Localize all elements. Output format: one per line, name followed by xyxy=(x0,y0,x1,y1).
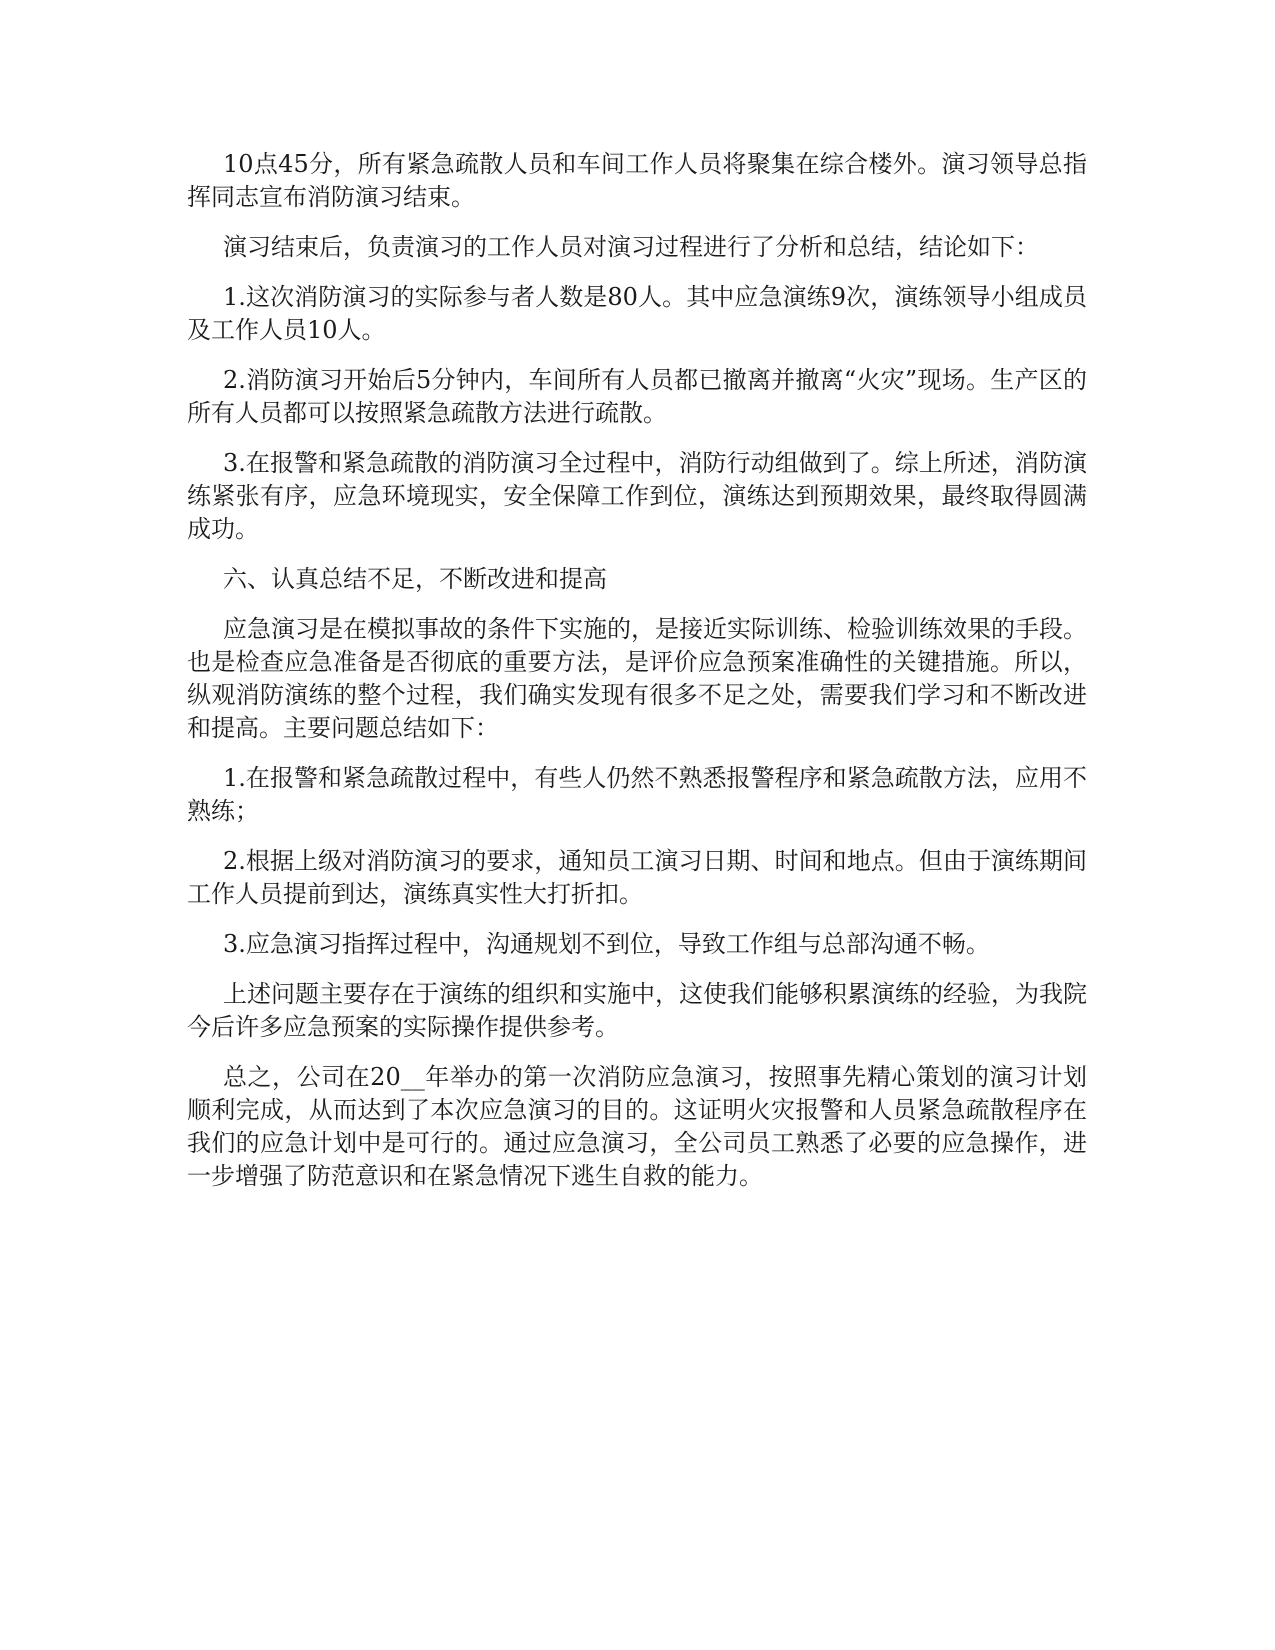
section-heading-six: 六、认真总结不足，不断改进和提高 xyxy=(223,565,607,593)
paragraph-problem-1: 1.在报警和紧急疏散过程中，有些人仍然不熟悉报警程序和紧急疏散方法，应用不熟练； xyxy=(187,764,1087,825)
paragraph-problem-3: 3.应急演习指挥过程中，沟通规划不到位，导致工作组与总部沟通不畅。 xyxy=(223,930,990,958)
paragraph-conclusion-3: 3.在报警和紧急疏散的消防演习全过程中，消防行动组做到了。综上所述，消防演练紧张有序，应急环境现实，安全保障工作到位，演练达到预期效果，最终取得圆满成功。 xyxy=(187,449,1087,543)
paragraph-conclusion-1: 1.这次消防演习的实际参与者人数是80人。其中应急演练9次，演练领导小组成员及工作人员10人。 xyxy=(187,283,1087,344)
paragraph-drill-end: 10点45分，所有紧急疏散人员和车间工作人员将聚集在综合楼外。演习领导总指挥同志宣布消防演习结束。 xyxy=(187,150,1087,211)
paragraph-conclusion-2: 2.消防演习开始后5分钟内，车间所有人员都已撤离并撤离“火灾”现场。生产区的所有人员都可以按照紧急疏散方法进行疏散。 xyxy=(187,366,1087,427)
paragraph-final-summary: 总之，公司在20__年举办的第一次消防应急演习，按照事先精心策划的演习计划顺利完成，从而达到了本次应急演习的目的。这证明火灾报警和人员紧急疏散程序在我们的应急计划中是可行的。通过应急演习，全公司员工熟悉了必要的应急操作，进一步增强了防范意识和在紧急情况下逃生自救的能力。 xyxy=(187,1063,1087,1190)
document-body xyxy=(187,148,1087,1210)
paragraph-analysis-intro: 演习结束后，负责演习的工作人员对演习过程进行了分析和总结，结论如下： xyxy=(223,233,1039,261)
paragraph-problems-summary: 上述问题主要存在于演练的组织和实施中，这使我们能够积累演练的经验，为我院今后许多应急预案的实际操作提供参考。 xyxy=(187,980,1087,1041)
paragraph-shortcomings-intro: 应急演习是在模拟事故的条件下实施的，是接近实际训练、检验训练效果的手段。也是检查应急准备是否彻底的重要方法，是评价应急预案准确性的关键措施。所以，纵观消防演练的整个过程，我们确实发现有很多不足之处，需要我们学习和不断改进和提高。主要问题总结如下： xyxy=(187,615,1087,742)
paragraph-problem-2: 2.根据上级对消防演习的要求，通知员工演习日期、时间和地点。但由于演练期间工作人员提前到达，演练真实性大打折扣。 xyxy=(187,847,1087,908)
